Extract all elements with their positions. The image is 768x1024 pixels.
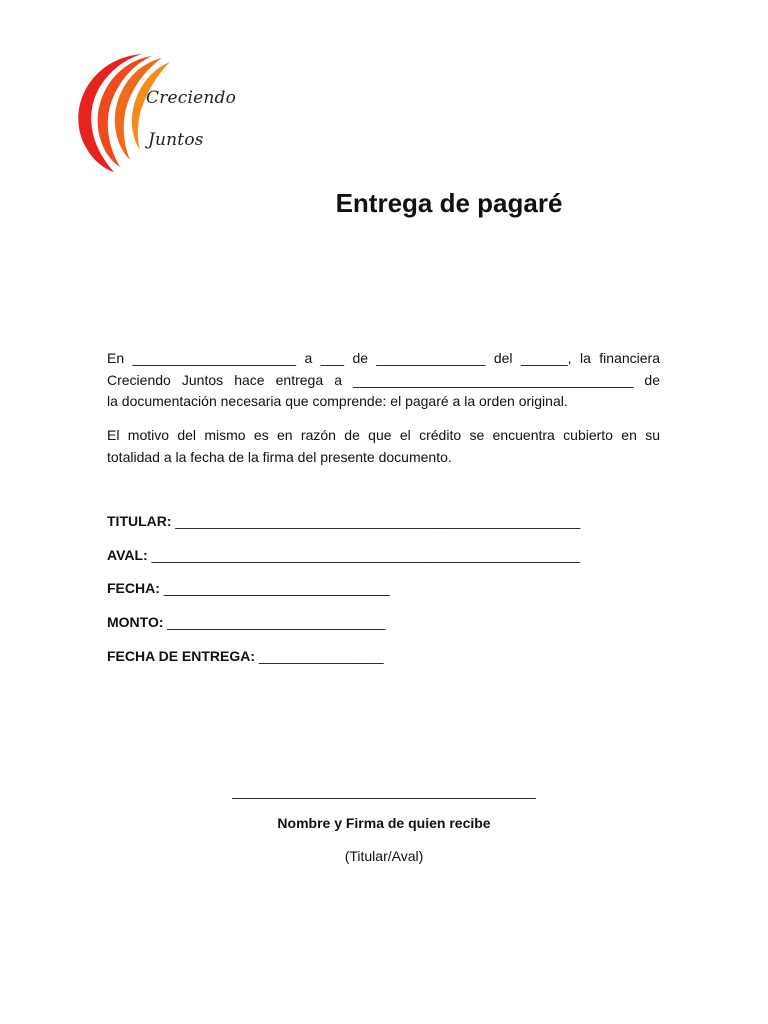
field-label: TITULAR: [107, 513, 172, 529]
company-logo [70, 48, 237, 176]
paragraph-line: la documentación necesaria que comprende: el pagaré a la orden original. [107, 393, 568, 409]
field-fecha-entrega [107, 648, 384, 664]
signature-subcaption: (Titular/Aval) [344, 848, 424, 864]
field-label: AVAL: [107, 547, 148, 563]
field-blank: ________________ [255, 648, 384, 664]
paragraph-line: En _____________________ a ___ de ______________ del ______, la financiera [107, 350, 660, 366]
field-label: MONTO: [107, 614, 164, 630]
document-title: Entrega de pagaré [335, 188, 563, 218]
paragraph-line: El motivo del mismo es en razón de que el crédito se encuentra cubierto en su [107, 427, 660, 443]
field-blank: ____________________________________________________ [171, 513, 581, 529]
field-blank: _____________________________ [159, 580, 390, 596]
logo-text-line2: Juntos [148, 130, 204, 150]
signature-caption: Nombre y Firma de quien recibe [277, 815, 491, 831]
paragraph-line: totalidad a la fecha de la firma del presente documento. [107, 448, 452, 465]
logo-text-line1: Creciendo [146, 88, 237, 108]
field-aval [107, 547, 580, 563]
field-label: FECHA: [107, 580, 160, 596]
field-label: FECHA DE ENTREGA: [107, 648, 256, 664]
signature-line: _______________________________________ [232, 783, 536, 799]
field-fecha [107, 580, 390, 596]
field-titular [107, 513, 580, 529]
paragraph-line: Creciendo Juntos hace entrega a ____________________________________ de [107, 371, 660, 388]
logo-arcs-icon [70, 48, 230, 176]
paragraph-delivery [107, 348, 660, 413]
paragraph-reason [107, 425, 660, 468]
field-blank: ____________________________ [163, 614, 386, 630]
field-blank: _______________________________________________________ [147, 547, 580, 563]
field-monto [107, 614, 385, 630]
